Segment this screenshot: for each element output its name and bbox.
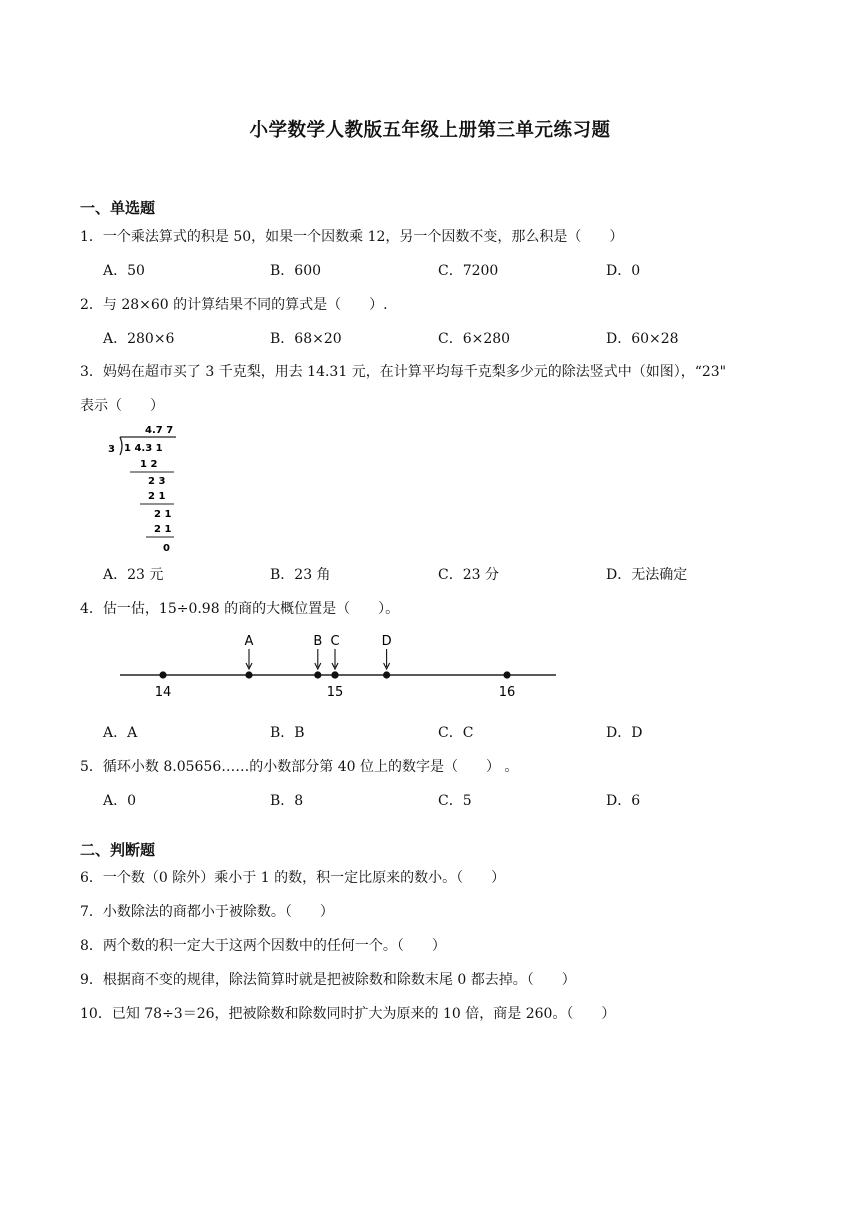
question-7: 7．小数除法的商都小于被除数。（ ） (80, 904, 334, 920)
section-heading-single-choice: 一、单选题 (80, 199, 156, 217)
division-bracket (120, 437, 122, 455)
marker-label-c: C (330, 634, 340, 649)
marker-label-b: B (313, 634, 323, 649)
division-divisor: 3 (108, 444, 115, 455)
question-2: 2．与 28×60 的计算结果不同的算式是（ ）. (80, 297, 388, 313)
division-row-2: 2 3 (148, 476, 166, 487)
question-5-option-a[interactable]: A．0 (103, 793, 137, 809)
question-4-option-a[interactable]: A．A (103, 725, 138, 741)
question-1-option-a[interactable]: A．50 (103, 263, 145, 279)
question-2-option-b[interactable]: B．68×20 (270, 331, 342, 347)
question-4-option-d[interactable]: D．D (606, 725, 643, 741)
tick-dot-16 (503, 671, 510, 678)
question-6: 6．一个数（0 除外）乘小于 1 的数，积一定比原来的数小。（ ） (80, 870, 506, 886)
marker-label-a: A (244, 634, 254, 649)
page-title: 小学数学人教版五年级上册第三单元练习题 (249, 120, 611, 141)
tick-label-15: 15 (326, 685, 344, 700)
question-4-option-b[interactable]: B．B (270, 725, 305, 741)
marker-dot-a (245, 671, 252, 678)
question-5-option-d[interactable]: D．6 (606, 793, 641, 809)
question-2-option-a[interactable]: A．280×6 (103, 331, 175, 347)
question-3: 3．妈妈在超市买了 3 千克梨，用去 14.31 元，在计算平均每千克梨多少元的除法竖式中（如图），“23" (80, 364, 727, 380)
question-1-option-d[interactable]: D．0 (606, 263, 641, 279)
question-3-option-a[interactable]: A．23 元 (103, 567, 164, 583)
question-5: 5．循环小数 8.05656……的小数部分第 40 位上的数字是（ ） 。 (80, 759, 519, 775)
division-row-5: 2 1 (154, 524, 172, 535)
question-3-continuation: 表示（ ） (80, 398, 164, 414)
question-2-option-d[interactable]: D．60×28 (606, 331, 679, 347)
marker-dot-b (314, 671, 321, 678)
question-10: 10．已知 78÷3＝26，把被除数和除数同时扩大为原来的 10 倍，商是 260。（ ） (80, 1006, 616, 1022)
division-dividend: 1 4.3 1 (124, 443, 163, 454)
question-9: 9．根据商不变的规律，除法简算时就是把被除数和除数末尾 0 都去掉。（ ） (80, 972, 576, 988)
tick-dot-14 (159, 671, 166, 678)
number-line-figure (110, 628, 570, 708)
question-3-option-d[interactable]: D．无法确定 (606, 567, 688, 583)
question-1-option-b[interactable]: B．600 (270, 263, 322, 279)
question-1: 1．一个乘法算式的积是 50，如果一个因数乘 12，另一个因数不变，那么积是（ ） (80, 229, 624, 245)
division-row-4: 2 1 (154, 509, 172, 520)
division-row-1: 1 2 (140, 459, 158, 470)
marker-dot-d (383, 671, 390, 678)
question-2-option-c[interactable]: C．6×280 (438, 331, 511, 347)
marker-label-d: D (381, 634, 392, 649)
division-row-6: 0 (163, 543, 170, 554)
long-division-figure (102, 420, 182, 556)
division-row-3: 2 1 (148, 491, 166, 502)
question-3-option-b[interactable]: B．23 角 (270, 567, 331, 583)
tick-label-16: 16 (498, 685, 516, 700)
question-5-option-c[interactable]: C．5 (438, 793, 472, 809)
division-quotient: 4.7 7 (145, 425, 174, 436)
question-5-option-b[interactable]: B．8 (270, 793, 304, 809)
marker-dot-c (331, 671, 338, 678)
question-4-option-c[interactable]: C．C (438, 725, 474, 741)
question-4: 4．估一估，15÷0.98 的商的大概位置是（ ）。 (80, 601, 400, 617)
question-8: 8．两个数的积一定大于这两个因数中的任何一个。（ ） (80, 938, 446, 954)
question-1-option-c[interactable]: C．7200 (438, 263, 499, 279)
section-heading-true-false: 二、判断题 (80, 841, 156, 859)
tick-label-14: 14 (154, 685, 172, 700)
question-3-option-c[interactable]: C．23 分 (438, 567, 499, 583)
